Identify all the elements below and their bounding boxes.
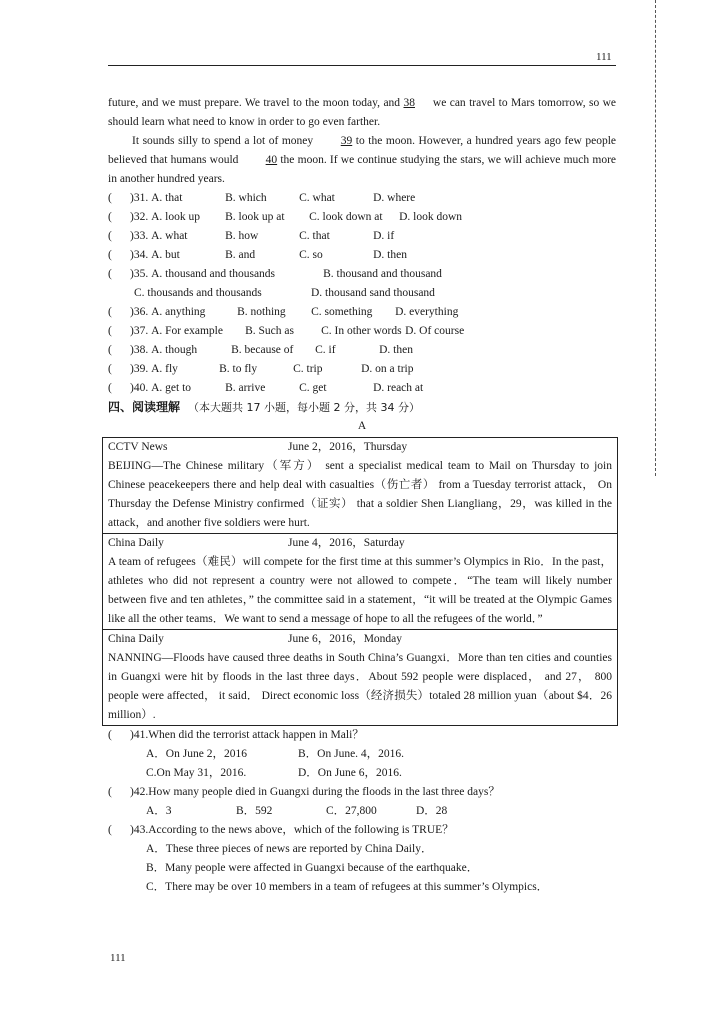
option-a: A．On June 2，2016	[146, 748, 247, 760]
question-number: )33.	[130, 230, 149, 242]
option-b: B. Such as	[245, 325, 294, 337]
passage-text: the moon. If we continue studying the stars, we will achieve much more in another hundred years.	[108, 154, 617, 185]
option-a: A. that	[151, 192, 183, 204]
option-a: A. get to	[151, 382, 192, 394]
cloze-question	[108, 360, 616, 379]
page-number-bottom: 111	[110, 952, 126, 964]
passage-letter: A	[357, 420, 367, 432]
option-a: A. look up	[151, 211, 200, 223]
cloze-question	[108, 341, 616, 360]
option-a: A．3	[146, 805, 172, 817]
news-item	[103, 630, 618, 726]
option-a: A．These three pieces of news are reported by China Daily．	[146, 843, 433, 855]
cloze-question	[108, 322, 616, 341]
option-a: A. though	[151, 344, 198, 356]
answer-bracket: (	[108, 363, 112, 375]
page-number-top: 111	[596, 51, 612, 63]
question-stem: )41.When did the terrorist attack happen in Mali？	[130, 729, 364, 741]
passage-text: It sounds silly to spend a lot of money	[132, 135, 314, 147]
question-number: )34.	[130, 249, 149, 261]
option-a: A. but	[151, 249, 180, 261]
answer-bracket: (	[108, 382, 112, 394]
answer-bracket: (	[108, 230, 112, 242]
option-a: A. what	[151, 230, 188, 242]
question-number: )39.	[130, 363, 149, 375]
news-item	[103, 438, 618, 534]
passage-text: we can travel to Mars tomorrow, so we should learn what need to know in order to go even farther.	[108, 97, 617, 128]
option-b: B. thousand and thousand	[323, 268, 442, 280]
news-source: China Daily	[108, 537, 164, 549]
answer-bracket: (	[108, 729, 112, 741]
blank-40: 40	[265, 154, 278, 166]
news-item	[103, 534, 618, 630]
option-a: A. thousand and thousands	[151, 268, 276, 280]
question-stem: )43.According to the news above，which of the following is TRUE？	[130, 824, 454, 836]
cloze-question	[108, 265, 616, 284]
option-d: D. look down	[399, 211, 463, 223]
option-a: A. fly	[151, 363, 178, 375]
news-body: A team of refugees（难民）will compete for the first time at this summer’s Olympics in Rio．In the past，athletes who did not represent a country were not allowed to compete．“The team will likely number between five and ten athletes，” the committee said in a statement，“it will be treated at the Olympic Games like all the other teams．We want to send a message of hope to all the refugees of the world．”	[108, 556, 612, 625]
option-d: D. if	[373, 230, 395, 242]
option-c: C. so	[299, 249, 323, 261]
news-body: NANNING—Floods have caused three deaths in South China’s Guangxi．More than ten cities and counties in Guangxi were hit by floods in the last three days．About 592 people were displaced， and 27， 800 people were affected， it said． Direct economic loss（经济损失）totaled 28 million yuan（about $4．26 million）.	[108, 652, 612, 721]
option-d: D. Of course	[405, 325, 465, 337]
option-c: C. that	[299, 230, 330, 242]
option-c: C. what	[299, 192, 335, 204]
passage-text: future, and we must prepare. We travel to the moon today, and	[108, 97, 401, 109]
news-source: China Daily	[108, 633, 164, 645]
news-date: June 6，2016，Monday	[288, 633, 403, 645]
blank-39: 39	[340, 135, 353, 147]
option-c: C. something	[311, 306, 373, 318]
question-number: )36.	[130, 306, 149, 318]
binding-cut-line	[655, 0, 656, 476]
header-rule	[108, 65, 616, 66]
news-cell	[103, 438, 618, 534]
answer-bracket: (	[108, 268, 112, 280]
option-c: C. get	[299, 382, 327, 394]
option-d: D. everything	[395, 306, 459, 318]
choice-row	[108, 802, 616, 821]
option-b: B. arrive	[225, 382, 266, 394]
passage-paragraph-1	[108, 94, 616, 132]
cloze-question	[108, 189, 616, 208]
news-header	[108, 438, 612, 457]
option-b: B. how	[225, 230, 259, 242]
news-date: June 4，2016，Saturday	[288, 537, 405, 549]
answer-bracket: (	[108, 786, 112, 798]
option-d: D. where	[373, 192, 416, 204]
option-d: D．28	[416, 805, 448, 817]
question-number: )32.	[130, 211, 149, 223]
option-c: C.On May 31，2016.	[146, 767, 247, 779]
choice-row	[108, 764, 616, 783]
news-cell	[103, 630, 618, 726]
option-b: B．On June. 4，2016.	[298, 748, 405, 760]
option-d: D. thousand sand thousand	[311, 287, 435, 299]
news-header	[108, 630, 612, 649]
section-title: 四、阅读理解	[108, 400, 181, 414]
option-b: B. to fly	[219, 363, 258, 375]
answer-bracket: (	[108, 192, 112, 204]
option-d: D. then	[373, 249, 407, 261]
choice-row	[108, 745, 616, 764]
reading-question	[108, 726, 616, 745]
option-b: B. and	[225, 249, 256, 261]
question-number: )35.	[130, 268, 149, 280]
section-heading	[108, 398, 616, 417]
option-b: B．Many people were affected in Guangxi because of the earthquake．	[146, 862, 479, 874]
option-c: C．27,800	[326, 805, 377, 817]
answer-bracket: (	[108, 306, 112, 318]
question-stem: )42.How many people died in Guangxi during the floods in the last three days？	[130, 786, 500, 798]
option-b: B. which	[225, 192, 267, 204]
question-number: )38.	[130, 344, 149, 356]
option-c: C．There may be over 10 members in a team of refugees at this summer’s Olympics．	[146, 881, 549, 893]
blank-38: 38	[403, 97, 415, 109]
question-number: )37.	[130, 325, 149, 337]
page-content	[108, 94, 616, 897]
cloze-question-list	[108, 189, 616, 398]
option-c: C. thousands and thousands	[134, 287, 262, 299]
passage-paragraph-2	[108, 132, 616, 189]
option-a: A. For example	[151, 325, 223, 337]
option-c: C. if	[315, 344, 336, 356]
cloze-question	[108, 227, 616, 246]
option-b: B. nothing	[237, 306, 286, 318]
answer-bracket: (	[108, 344, 112, 356]
option-b: B. because of	[231, 344, 294, 356]
cloze-question	[108, 208, 616, 227]
cloze-question	[108, 246, 616, 265]
option-b: B．592	[236, 805, 273, 817]
answer-bracket: (	[108, 249, 112, 261]
option-d: D. reach at	[373, 382, 424, 394]
option-d: D．On June 6，2016.	[298, 767, 402, 779]
answer-bracket: (	[108, 211, 112, 223]
question-number: )31.	[130, 192, 149, 204]
option-c: C. look down at	[309, 211, 383, 223]
section-note: （本大题共 17 小题，每小题 2 分，共 34 分）	[188, 401, 420, 414]
option-c: C. trip	[293, 363, 323, 375]
option-c: C. In other words	[321, 325, 402, 337]
cloze-question	[108, 379, 616, 398]
reading-question-list	[108, 726, 616, 897]
option-d: D. then	[379, 344, 413, 356]
news-date: June 2，2016，Thursday	[288, 441, 408, 453]
answer-bracket: (	[108, 325, 112, 337]
cloze-question	[108, 303, 616, 322]
reading-question	[108, 821, 616, 840]
news-header	[108, 534, 612, 553]
question-number: )40.	[130, 382, 149, 394]
passage-text: to the moon. However, a hundred years ago few people believed that humans would	[108, 135, 617, 166]
option-d: D. on a trip	[361, 363, 414, 375]
answer-bracket: (	[108, 824, 112, 836]
option-b: B. look up at	[225, 211, 285, 223]
option-a: A. anything	[151, 306, 206, 318]
cloze-question-continued	[108, 284, 616, 303]
news-cell	[103, 534, 618, 630]
news-body: BEIJING—The Chinese military（军方） sent a specialist medical team to Mail on Thursday to join Chinese peacekeepers there and help deal with casualties（伤亡者） from a Tuesday terrorist attack， On Thursday the Defense Ministry confirmed（证实） that a soldier Shen Liangliang，29，was killed in the attack，and another five soldiers were hurt.	[108, 460, 612, 529]
reading-question	[108, 783, 616, 802]
news-source: CCTV News	[108, 441, 168, 453]
news-table	[102, 437, 618, 726]
